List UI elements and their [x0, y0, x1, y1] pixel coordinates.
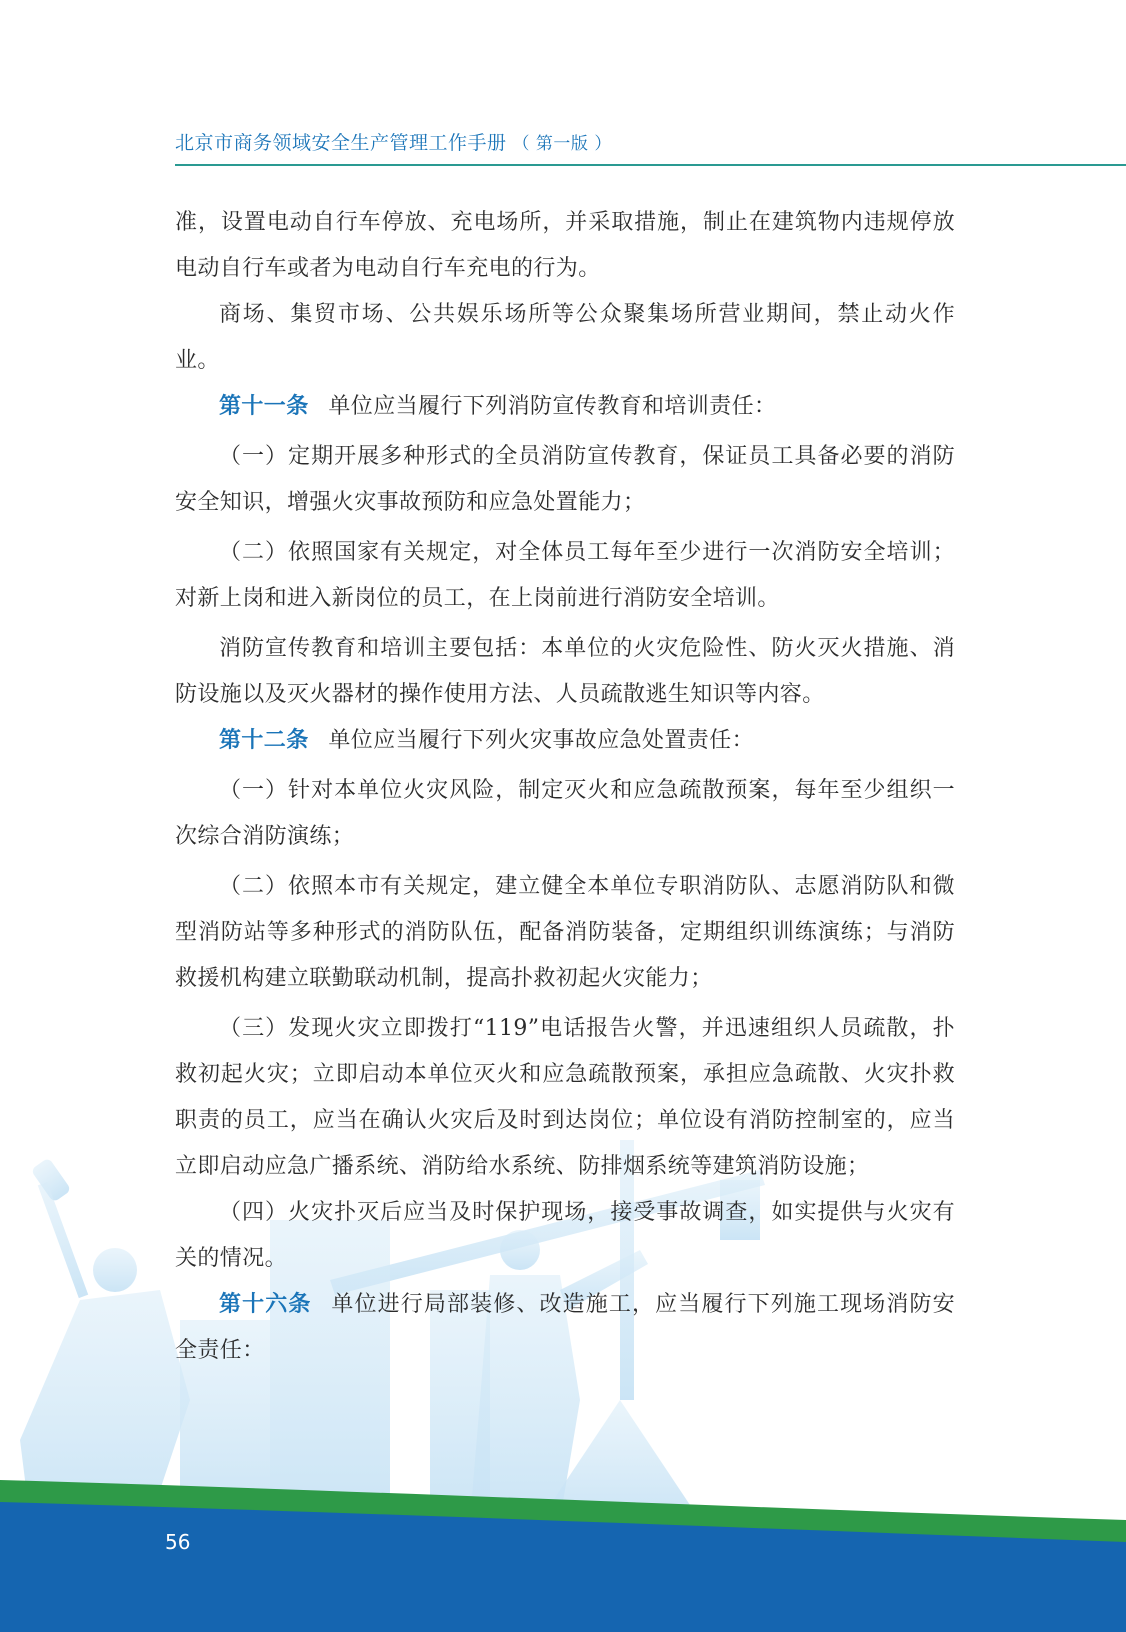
article-12 — [175, 718, 955, 764]
header-rule — [175, 164, 1126, 166]
edition-label: （ 第一版 ） — [512, 134, 612, 154]
page-body — [175, 200, 955, 1374]
article-11 — [175, 384, 955, 430]
article-11-label: 第十一条 — [219, 394, 309, 419]
article-11-item-1: （一）定期开展多种形式的全员消防宣传教育，保证员工具备必要的消防安全知识，增强火灾事故预防和应急处置能力； — [175, 444, 955, 515]
worker-silhouette-left — [20, 1157, 190, 1520]
article-11-item-2: （二）依照国家有关规定，对全体员工每年至少进行一次消防安全培训；对新上岗和进入新岗位的员工，在上岗前进行消防安全培训。 — [175, 540, 955, 611]
article-12-label: 第十二条 — [219, 728, 309, 753]
article-12-item-1: （一）针对本单位火灾风险，制定灭火和应急疏散预案，每年至少组织一次综合消防演练； — [175, 778, 955, 849]
paragraph-public-venues: 商场、集贸市场、公共娱乐场所等公众聚集场所营业期间，禁止动火作业。 — [175, 302, 955, 373]
article-11-text: 单位应当履行下列消防宣传教育和培训责任： — [328, 394, 777, 419]
article-16-text: 单位进行局部装修、改造施工，应当履行下列施工现场消防安全责任： — [175, 1292, 955, 1363]
article-12-item-3: （三）发现火灾立即拨打“119”电话报告火警，并迅速组织人员疏散，扑救初起火灾；立即启动本单位灭火和应急疏散预案，承担应急疏散、火灾扑救职责的员工，应当在确认火灾后及时到达岗位；单位设有消防控制室的，应当立即启动应急广播系统、消防给水系统、防排烟系统等建筑消防设施； — [175, 1016, 955, 1179]
article-12-item-2: （二）依照本市有关规定，建立健全本单位专职消防队、志愿消防队和微型消防站等多种形式的消防队伍，配备消防装备，定期组织训练演练；与消防救援机构建立联勤联动机制，提高扑救初起火灾能力； — [175, 874, 955, 991]
paragraph-continuation: 准，设置电动自行车停放、充电场所，并采取措施，制止在建筑物内违规停放电动自行车或者为电动自行车充电的行为。 — [175, 210, 955, 281]
page-number: 56 — [165, 1530, 191, 1554]
running-title — [175, 128, 612, 155]
manual-title: 北京市商务领域安全生产管理工作手册 — [175, 132, 507, 154]
article-16 — [175, 1282, 955, 1374]
page-header — [0, 0, 1126, 170]
footer-band — [0, 1480, 1126, 1632]
article-12-item-4: （四）火灾扑灭后应当及时保护现场，接受事故调查，如实提供与火灾有关的情况。 — [175, 1200, 955, 1271]
article-16-label: 第十六条 — [219, 1292, 312, 1317]
article-11-note: 消防宣传教育和培训主要包括：本单位的火灾危险性、防火灭火措施、消防设施以及灭火器材的操作使用方法、人员疏散逃生知识等内容。 — [175, 636, 955, 707]
article-12-text: 单位应当履行下列火灾事故应急处置责任： — [328, 728, 755, 753]
